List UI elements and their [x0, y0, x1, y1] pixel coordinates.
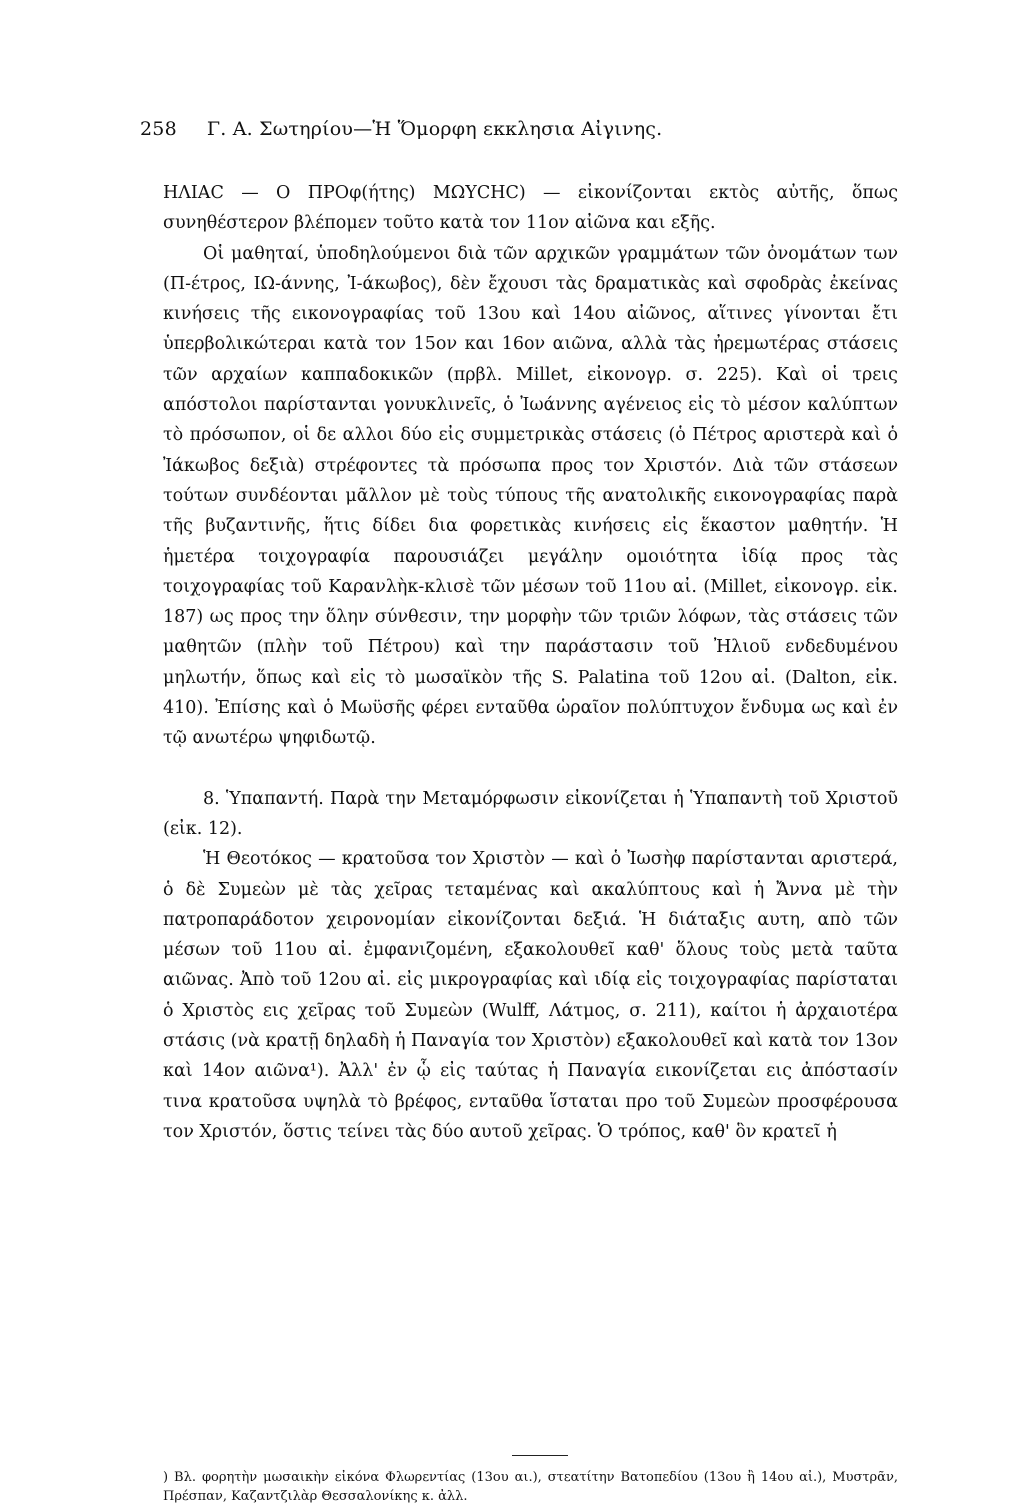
paragraph-disciples: Οἱ μαθηταί, ὑποδηλούμενοι διὰ τῶν αρχικῶν γραμμάτων τῶν ὀνομάτων των (Π-έτρος, ΙΩ-άννης, Ἰ-άκωβος), δὲν ἔχουσι τὰς δραματικὰς καὶ σφοδρὰς ἐκείνας κινήσεις τῆς εικονογραφίας τοῦ 13ου καὶ 14ου αἰῶνος, αἵτινες γίνονται ἔτι ὑπερβολικώτεραι κατὰ τον 15ον και 16ον αιῶνα, αλλὰ τὰς ἠρεμωτέρας στάσεις τῶν αρχαίων καππαδοκικῶν (πρβλ. Millet, εἰκονογρ. σ. 225). Καὶ οἱ τρεις απόστολοι παρίστανται γονυκλινεῖς, ὁ Ἰωάννης αγένειος εἰς τὸ μέσον καλύπτων τὸ πρόσωπον, οἱ δε αλλοι δύο εἰς συμμετρικὰς στάσεις (ὁ Πέτρος αριστερὰ καὶ ὁ Ἰάκωβος δεξιὰ) στρέφοντες τὰ πρόσωπα προς τον Χριστόν. Διὰ τῶν στάσεων τούτων συνδέονται μᾶλλον μὲ τοὺς τύπους τῆς ανατολικῆς εικονογραφίας παρὰ τῆς βυζαντινῆς, ἥτις δίδει δια φορετικὰς κινήσεις εἰς ἕκαστον μαθητήν. Ἡ ἡμετέρα τοιχογραφία παρουσιάζει μεγάλην ομοιότητα ἰδίᾳ προς τὰς τοιχογραφίας τοῦ Καρανλὴκ-κλισὲ τῶν μέσων τοῦ 11ου αἰ. (Millet, εἰκονογρ. εἰκ. 187) ως προς την ὅλην σύνθεσιν, την μορφὴν τῶν τριῶν λόφων, τὰς στάσεις τῶν μαθητῶν (πλὴν τοῦ Πέτρου) καὶ την παράστασιν τοῦ Ἠλιοῦ ενδεδυμένου μηλωτήν, ὅπως καὶ εἰς τὸ μωσαϊκὸν τῆς S. Palatina τοῦ 12ου αἰ. (Dalton, εἰκ. 410). Ἐπίσης καὶ ὁ Μωϋσῆς φέρει ενταῦθα ὡραῖον πολύπτυχον ἔνδυμα ως καὶ ἐν τῷ ανωτέρω ψηφιδωτῷ.	[163, 243, 898, 749]
footnote: ) Βλ. φορητὴν μωσαικὴν εἰκόνα Φλωρεντίας (13ου αι.), στεατίτην Βατοπεδίου (13ου ἢ 14ου αἰ.), Μυστρᾶν, Πρέσπαν, Καζαντζιλὰρ Θεσσαλονίκης κ. ἀλλ.	[163, 1470, 898, 1504]
paragraph-heading-figures: ΗΛΙΑC — Ο ΠΡΟφ(ήτης) ΜΩΥCΗC) — εἰκονίζονται εκτὸς αὐτῆς, ὅπως συνηθέστερον βλέπομεν τοῦτο κατὰ τον 11ον αἰῶνα και εξῆς.	[163, 183, 898, 234]
footnote-rule	[512, 1455, 568, 1456]
running-header	[140, 118, 662, 140]
paragraph-section-ypapanti: 8. Ὑπαπαντή. Παρὰ την Μεταμόρφωσιν εἰκονίζεται ἡ Ὑπαπαντὴ τοῦ Χριστοῦ (εἰκ. 12).	[163, 788, 898, 839]
paragraph-theotokos: Ἡ Θεοτόκος — κρατοῦσα τον Χριστὸν — καὶ ὁ Ἰωσὴφ παρίστανται αριστερά, ὁ δὲ Συμεὼν μὲ τὰς χεῖρας τεταμένας καὶ ακαλύπτους καὶ ἡ Ἄννα μὲ τὴν πατροπαράδοτον χειρονομίαν εἰκονίζονται δεξιά. Ἡ διάταξις αυτη, απὸ τῶν μέσων τοῦ 11ου αἰ. ἐμφανιζομένη, εξακολουθεῖ καθ' ὅλους τοὺς μετὰ ταῦτα αιῶνας. Ἀπὸ τοῦ 12ου αἰ. εἰς μικρογραφίας καὶ ιδίᾳ εἰς τοιχογραφίας παρίσταται ὁ Χριστὸς εις χεῖρας τοῦ Συμεὼν (Wulff, Λάτμος, σ. 211), καίτοι ἡ ἀρχαιοτέρα στάσις (νὰ κρατῇ δηλαδὴ ἡ Παναγία τον Χριστὸν) εξακολουθεῖ καὶ κατὰ τον 13ον καὶ 14ον αιῶνα¹). Ἀλλ' ἐν ᾧ εἰς ταύτας ἡ Παναγία εικονίζεται εις ἀπόστασίν τινα κρατοῦσα υψηλὰ τὸ βρέφος, ενταῦθα ἵσταται προ τοῦ Συμεὼν προσφέρουσα τον Χριστόν, ὅστις τείνει τὰς δύο αυτοῦ χεῖρας. Ὁ τρόπος, καθ' ὃν κρατεῖ ἡ	[163, 849, 898, 1142]
page-number: 258	[140, 118, 177, 140]
body-text	[163, 178, 898, 1147]
running-title: Γ. Α. Σωτηρίου—Ἡ Ὅμορφη εκκλησια Αἰγινης.	[206, 118, 663, 140]
